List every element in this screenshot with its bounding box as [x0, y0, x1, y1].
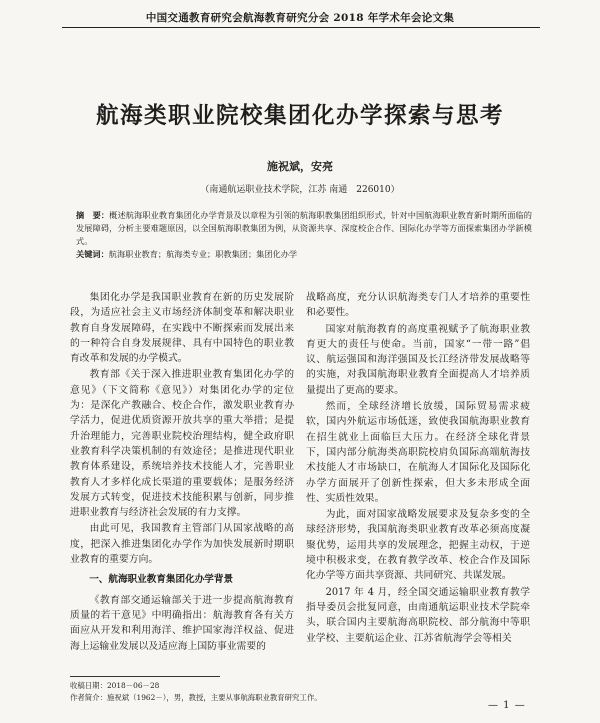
paragraph: 2017 年 4 月，经全国交通运输职业教育教学指导委员会批复同意，由南通航运职业技术学院牵头，联合国内主要航海高职院校、部分航海中等职业学校、主要航运企业、江苏省航海学会等相关 [306, 586, 530, 644]
paragraph: 《教育部交通运输部关于进一步提高航海教育质量的若干意见》中明确指出：航海教育各有关方面应从开发和利用海洋、维护国家海洋权益、促进海上运输业发展以及适应海上国防事业需要的 [70, 594, 294, 652]
paragraph: 然而，全球经济增长放缓，国际贸易需求疲软，国内外航运市场低迷，致使我国航海职业教育在招生就业上面临巨大压力。在经济全球化背景下，国内部分航海类高职院校肩负国际高端航海技术技能人才市场缺口，在航海人才国际化及国际化办学方面展开了创新性探索，但大多未形成全面性、实质性效果。 [306, 401, 530, 504]
paragraph: 为此，面对国家战略发展要求及复杂多变的全球经济形势，我国航海类职业教育改革必须高度凝聚优势，运用共享的发展理念，把握主动权，于逆境中积极求变，在教育教学改革、校企合作及国际化办学等方面共享资源、共同研究、共谋发展。 [306, 509, 530, 582]
footnote-received: 收稿日期：2018－06－28 [70, 681, 160, 690]
body-column-right [306, 290, 530, 647]
running-header: 中国交通教育研究会航海教育研究分会 2018 年学术年会论文集 [145, 12, 455, 24]
paragraph: 国家对航海教育的高度重视赋予了航海职业教育更大的责任与使命。当前，国家“一带一路”倡议、航运强国和海洋强国及长江经济带发展战略等的实施，对我国航海职业教育全面提高人才培养质量提出了更高的要求。 [306, 323, 530, 396]
footnote-rule [70, 676, 220, 677]
abstract-text: 概述航海职业教育集团化办学背景及以章程为引领的航海职教集团组织形式，针对中国航海职业教育新时期所面临的发展障碍，分析主要难题原因，以全国航海职教集团为例，从资源共享、深度校企合作、国际化办学等方面探索集团办学新模式。 [76, 210, 532, 246]
keywords-label: 关键词： [76, 249, 109, 259]
keywords-text: 航海职业教育；航海类专业；职教集团；集团化办学 [108, 249, 298, 259]
paragraph: 由此可见，我国教育主管部门从国家战略的高度，把深入推进集团化办学作为加快发展新时期职业教育的重要方向。 [70, 523, 294, 566]
paragraph: 教育部《关于深入推进职业教育集团化办学的意见》（下文简称《意见》）对集团化办学的定位为：是深化产教融合、校企合作，激发职业教育办学活力，促进优质资源开放共享的重大举措；是提升治理能力，完善职业院校治理结构，健全政府职业教育科学决策机制的有效途径；是推进现代职业教育体系建设，系统培养技术技能人才，完善职业教育人才多样化成长渠道的重要载体；是服务经济发展方式转变，促进技术技能积累与创新，同步推进职业教育与经济社会发展的有力支撑。 [70, 369, 294, 519]
abstract [76, 209, 532, 247]
paper-authors: 施祝斌，安亮 [267, 160, 333, 173]
keywords [76, 248, 532, 260]
paper-title: 航海类职业院校集团化办学探索与思考 [95, 103, 504, 129]
body-column-left [70, 290, 294, 655]
abstract-label: 摘 要： [76, 210, 110, 220]
author-affiliation: （南通航运职业技术学院，江苏 南通 226010） [200, 185, 400, 195]
paragraph: 战略高度，充分认识航海类专门人才培养的重要性和必要性。 [306, 292, 530, 319]
header-rule [62, 27, 540, 28]
footnote-author-bio: 作者简介：施祝斌（1962－），男，教授，主要从事航海职业教育研究工作。 [70, 693, 322, 702]
paragraph: 集团化办学是我国职业教育在新的历史发展阶段，为适应社会主义市场经济体制变革和解决职业教育自身发展障碍，在实践中不断探索而发展出来的一种符合自身发展规律、具有中国特色的职业教育改革和发展的办学模式。 [70, 292, 294, 365]
section-heading: 一、航海职业教育集团化办学背景 [89, 574, 234, 586]
page-number: — 1 — [488, 700, 526, 711]
